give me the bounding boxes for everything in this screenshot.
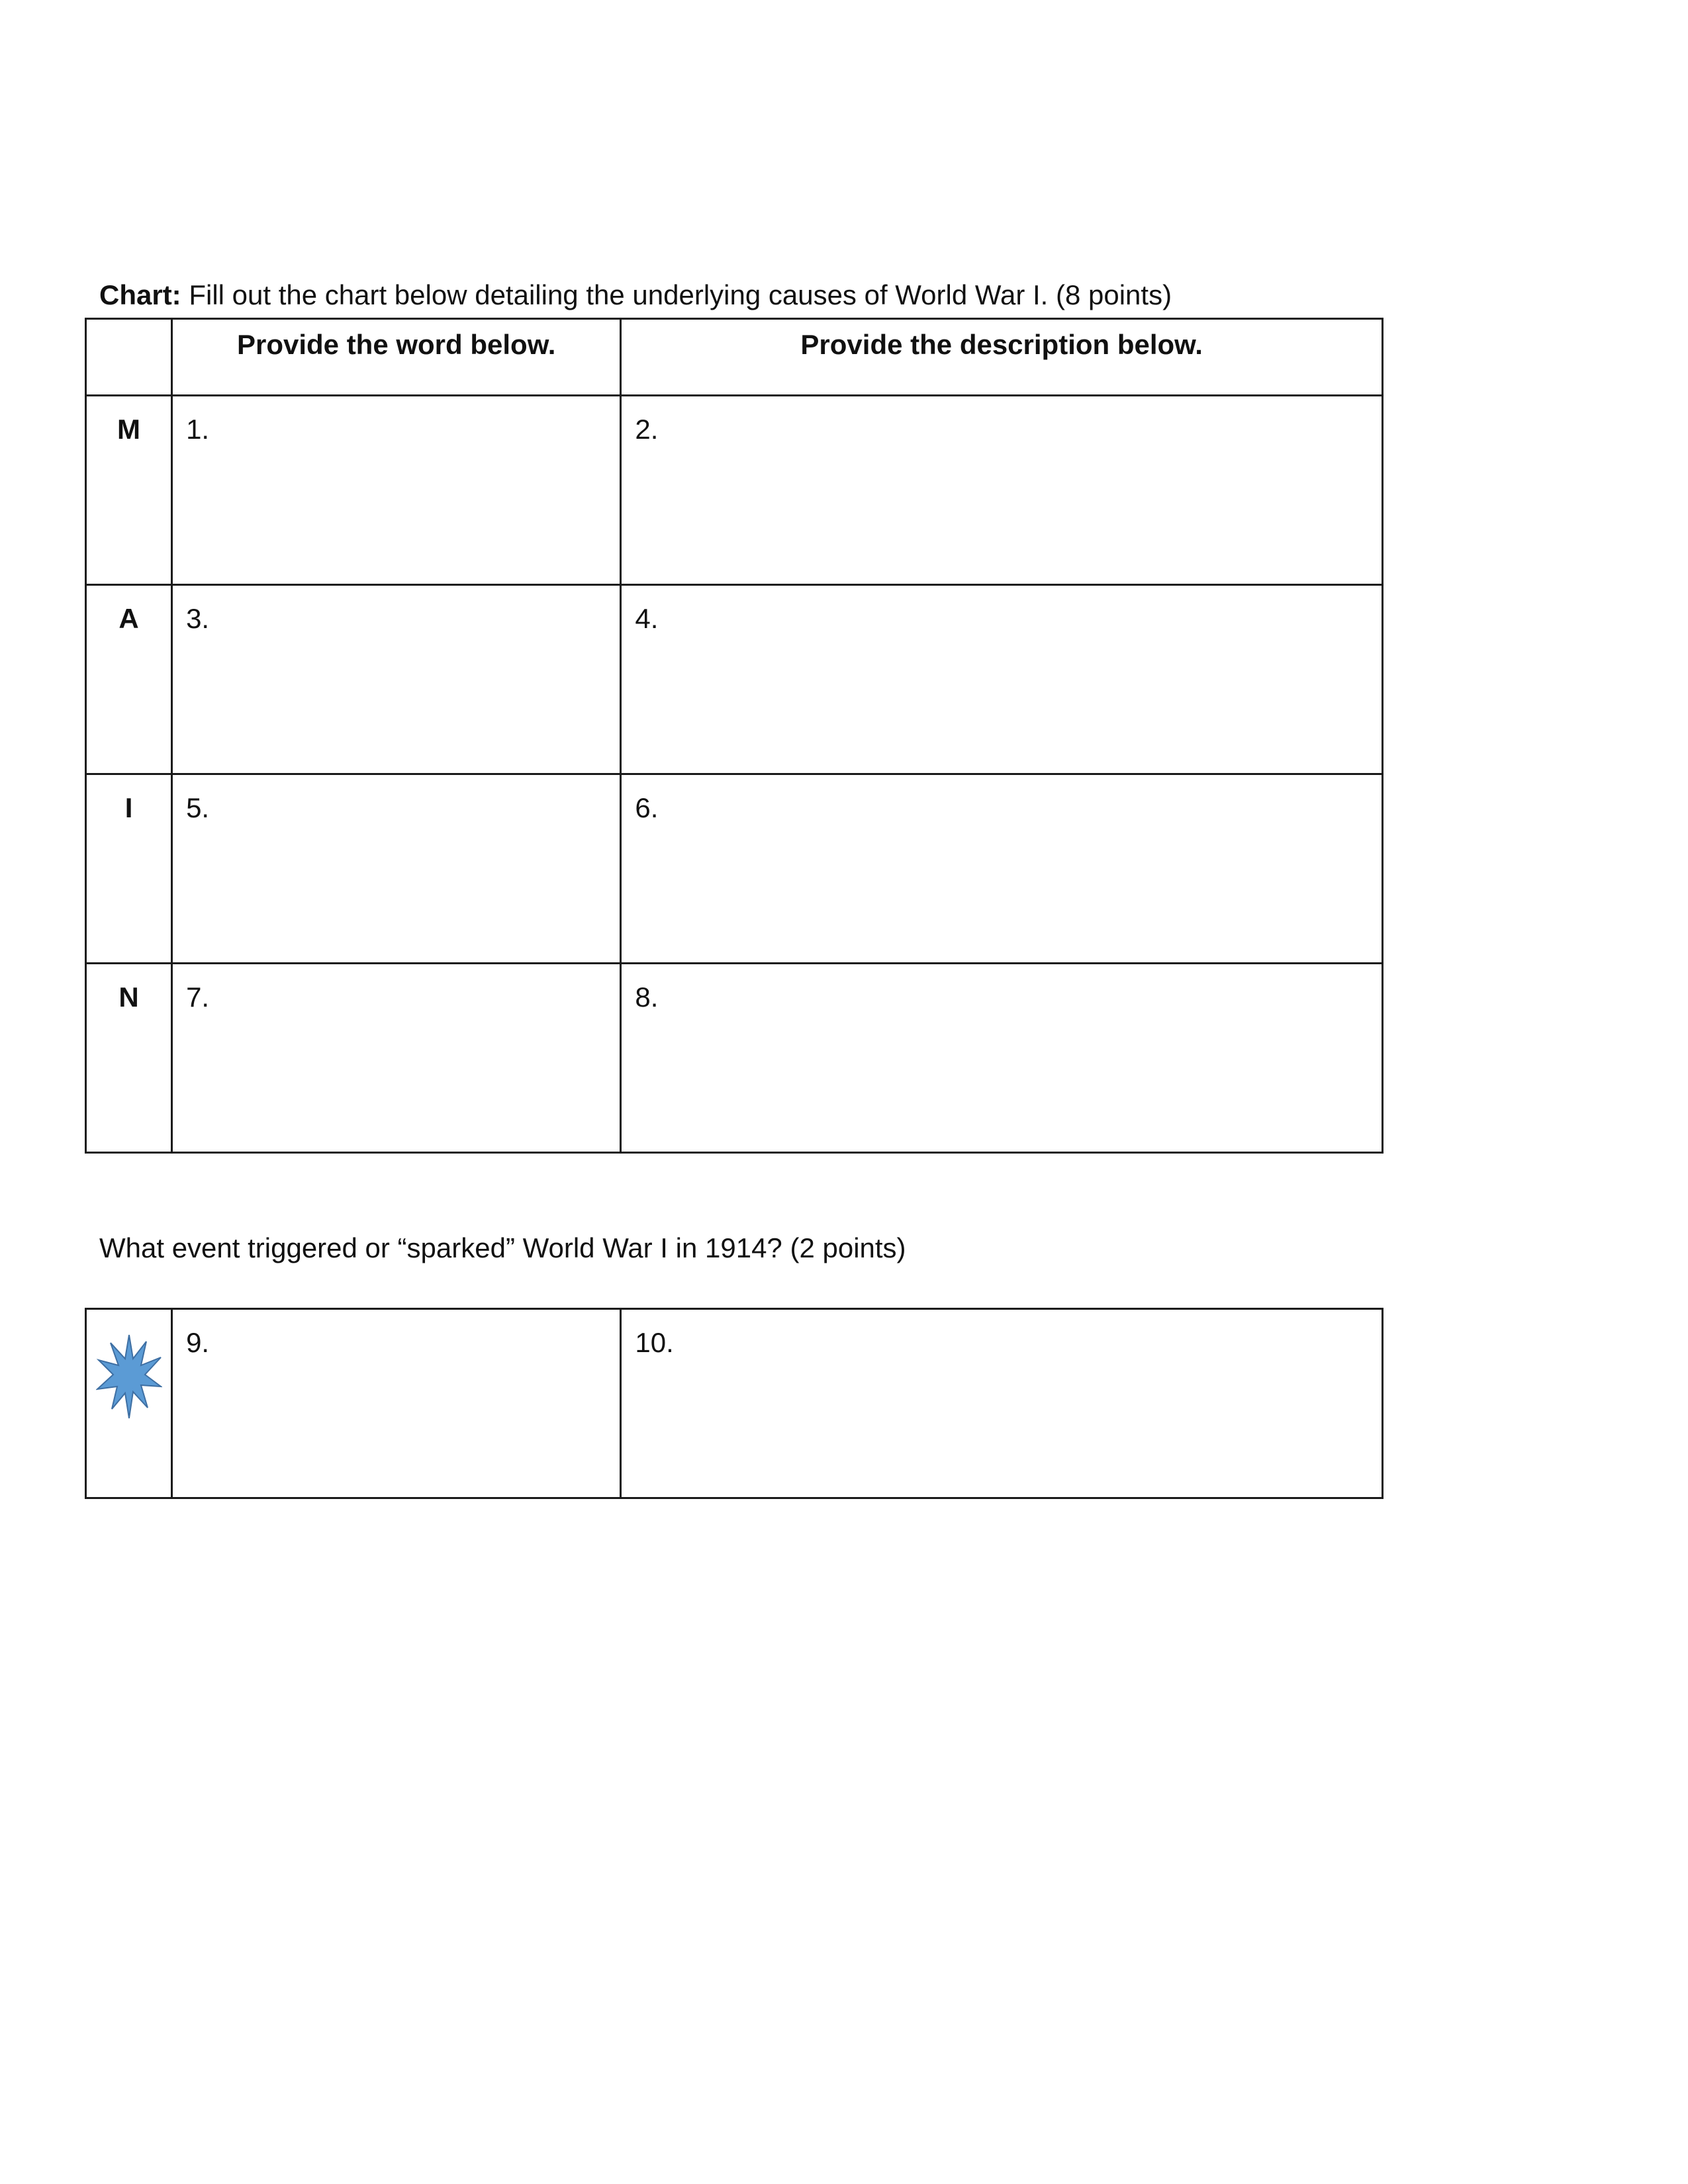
item-number: 1. bbox=[186, 414, 210, 445]
header-description: Provide the description below. bbox=[800, 329, 1203, 360]
starburst-icon bbox=[96, 1334, 162, 1420]
header-letter-cell bbox=[86, 319, 172, 396]
item-number: 4. bbox=[635, 603, 659, 634]
header-word: Provide the word below. bbox=[236, 329, 556, 360]
description-answer-cell[interactable] bbox=[621, 396, 1383, 585]
header-description-cell bbox=[621, 319, 1383, 396]
row-letter: A bbox=[118, 603, 139, 634]
row-letter: M bbox=[117, 414, 141, 445]
table-row bbox=[86, 585, 1383, 774]
table-row bbox=[86, 774, 1383, 964]
spark-question: What event triggered or “sparked” World War I in 1914? (2 points) bbox=[99, 1232, 906, 1263]
word-answer-cell[interactable] bbox=[172, 585, 621, 774]
item-number: 10. bbox=[635, 1327, 674, 1358]
header-letter bbox=[87, 320, 171, 326]
word-answer-cell[interactable] bbox=[172, 396, 621, 585]
chart-instruction-text: Fill out the chart below detailing the underlying causes of World War I. (8 points) bbox=[181, 279, 1172, 310]
description-answer-cell[interactable] bbox=[621, 774, 1383, 964]
description-answer-cell[interactable] bbox=[621, 964, 1383, 1153]
table-row bbox=[86, 396, 1383, 585]
item-number: 5. bbox=[186, 792, 210, 823]
table-row bbox=[86, 964, 1383, 1153]
description-answer-cell[interactable] bbox=[621, 585, 1383, 774]
spark-chart-table bbox=[85, 1308, 1383, 1499]
causes-chart-table bbox=[85, 318, 1383, 1154]
item-number: 3. bbox=[186, 603, 210, 634]
item-number: 8. bbox=[635, 981, 659, 1013]
header-word-cell bbox=[172, 319, 621, 396]
item-number: 9. bbox=[186, 1327, 210, 1358]
item-number: 7. bbox=[186, 981, 210, 1013]
row-letter: I bbox=[124, 792, 133, 823]
chart-instruction bbox=[99, 277, 1172, 314]
item-number: 2. bbox=[635, 414, 659, 445]
row-letter-cell bbox=[86, 774, 172, 964]
row-letter: N bbox=[118, 981, 139, 1013]
row-letter-cell bbox=[86, 585, 172, 774]
word-answer-cell[interactable] bbox=[172, 964, 621, 1153]
table-row bbox=[86, 1309, 1383, 1498]
spark-icon-cell bbox=[86, 1309, 172, 1498]
row-letter-cell bbox=[86, 964, 172, 1153]
row-letter-cell bbox=[86, 396, 172, 585]
event-description-cell[interactable] bbox=[621, 1309, 1383, 1498]
word-answer-cell[interactable] bbox=[172, 774, 621, 964]
chart-header-row bbox=[86, 319, 1383, 396]
item-number: 6. bbox=[635, 792, 659, 823]
chart-instruction-lead: Chart: bbox=[99, 279, 181, 310]
event-answer-cell[interactable] bbox=[172, 1309, 621, 1498]
